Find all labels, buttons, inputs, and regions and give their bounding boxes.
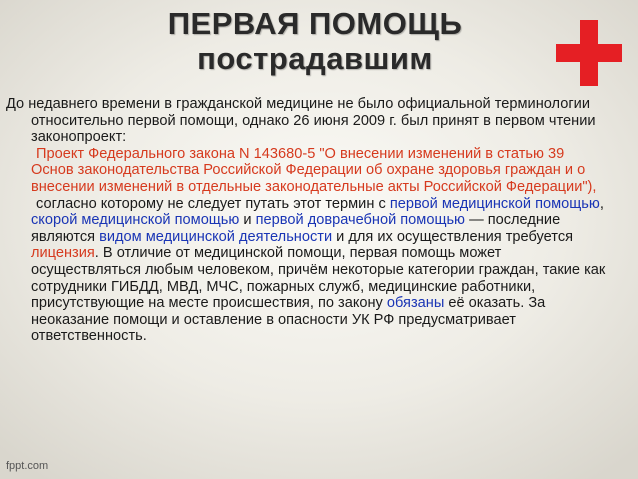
link-emergency-medical-aid[interactable]: скорой медицинской помощью	[31, 212, 240, 229]
footer-source: fppt.com	[6, 460, 49, 472]
red-cross-horizontal-bar	[556, 44, 622, 62]
slide-body	[6, 96, 606, 345]
text-segment: и для их осуществления требуется	[332, 228, 574, 245]
link-obliged[interactable]: обязаны	[386, 295, 445, 312]
title-line-2: пострадавшим	[197, 41, 433, 76]
slide-title	[110, 6, 520, 76]
link-first-pre-medical-aid[interactable]: первой доврачебной помощью	[255, 212, 466, 229]
text-segment: и	[239, 212, 256, 229]
explanation-paragraph	[6, 196, 606, 345]
link-medical-activity[interactable]: видом медицинской деятельности	[99, 228, 333, 245]
text-segment: . В отличие от медицинской помощи, первая помощь может осуществляться любым человеком, причём некоторые категории граждан, такие как сотрудники ГИБДД, МВД, МЧС, пожарных служб, медицинские работники, присутствующие на месте происшествия, по закону	[31, 245, 606, 312]
red-cross-icon	[556, 20, 622, 86]
title-line-1: ПЕРВАЯ ПОМОЩЬ	[167, 6, 463, 41]
link-first-medical-aid[interactable]: первой медицинской помощью	[389, 195, 600, 212]
text-segment: её оказать. За неоказание помощи и оставление в опасности УК РФ предусматривает ответственность.	[31, 295, 546, 345]
intro-paragraph: До недавнего времени в гражданской медицине не было официальной терминологии относительно первой помощи, однако 26 июня 2009 г. был принят в первом чтении законопроект:	[6, 96, 596, 146]
link-license[interactable]: лицензия	[31, 245, 95, 262]
text-segment: — последние являются	[31, 212, 561, 245]
text-segment: ,	[599, 195, 604, 212]
law-draft-paragraph: Проект Федерального закона N 143680-5 "О внесении изменений в статью 39 Основ законодательства Российской Федерации об охране здоровья граждан и о внесении изменений в отдельные законодательные акты Российской Федерации"),	[31, 145, 597, 195]
text-segment: согласно которому не следует путать этот термин с	[36, 195, 390, 212]
